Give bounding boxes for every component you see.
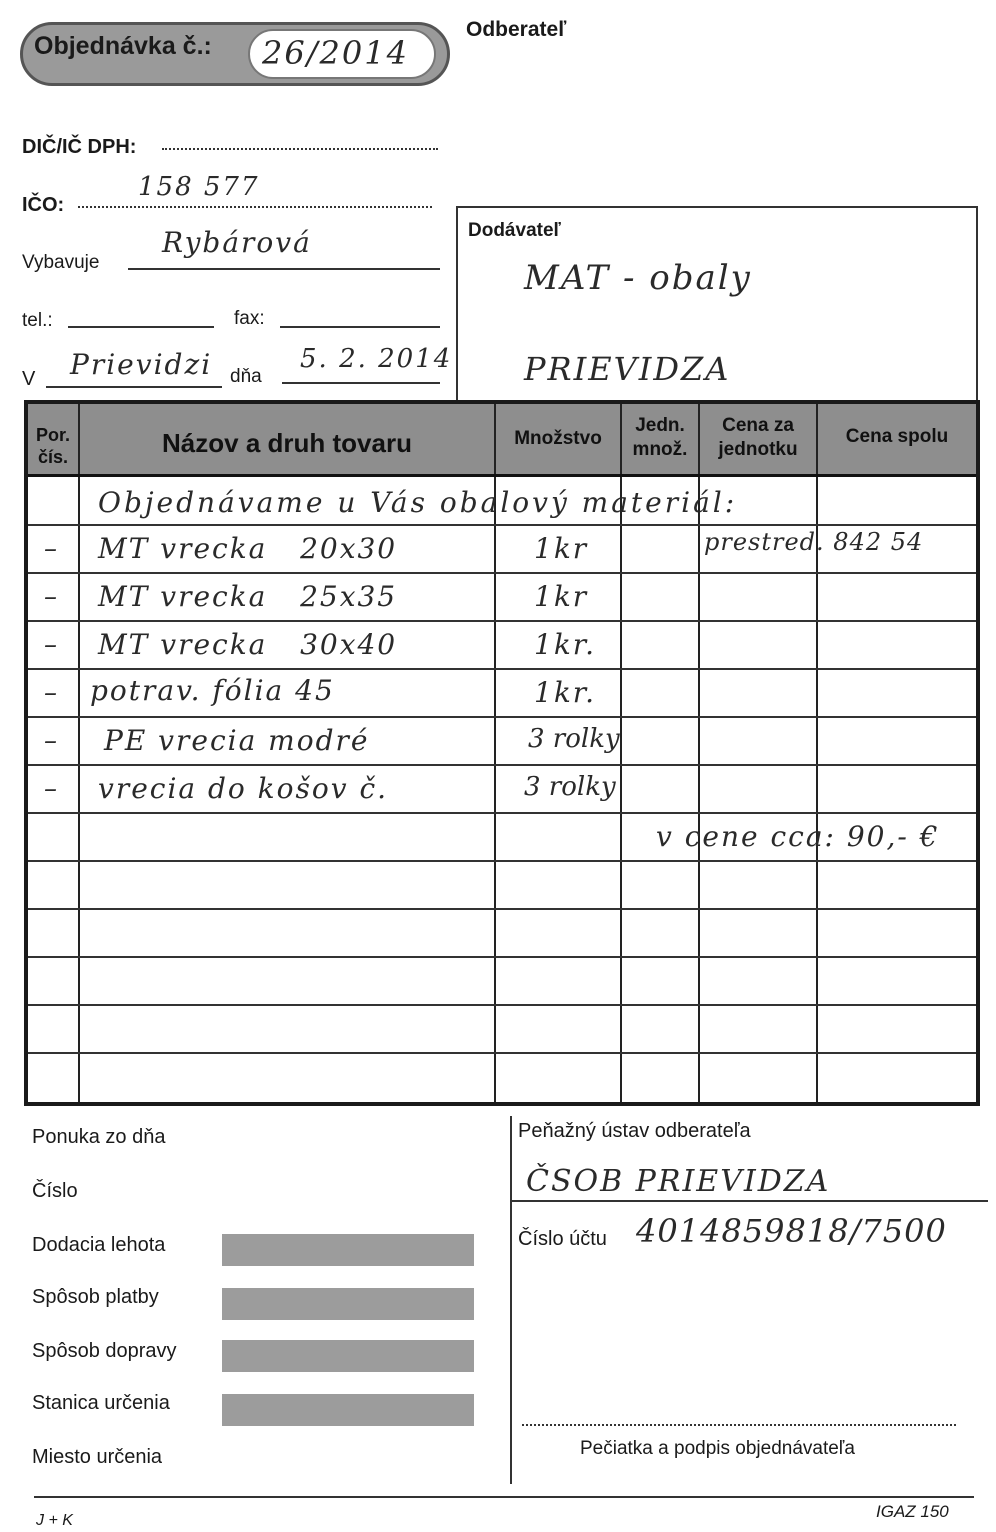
date-field[interactable]	[282, 382, 440, 384]
delivery-term-label: Dodacia lehota	[32, 1234, 166, 1256]
dic-field[interactable]	[162, 148, 438, 150]
destination-station-field[interactable]	[222, 1394, 474, 1426]
order-number-value: 26/2014	[262, 34, 409, 72]
dic-label: DIČ/IČ DPH:	[22, 136, 137, 158]
col-divider	[816, 404, 818, 1102]
supplier-name: MAT - obaly	[524, 258, 752, 298]
row-1-unit-price: prestred. 842 54	[704, 528, 924, 556]
row-divider	[28, 716, 976, 718]
delivery-term-field[interactable]	[222, 1234, 474, 1266]
ico-label: IČO:	[22, 194, 65, 216]
row-1-name: MT vrecka 20x30	[98, 532, 398, 565]
row-divider	[28, 1052, 976, 1054]
transport-method-field[interactable]	[222, 1340, 474, 1372]
row-4-quantity: 1kr.	[534, 676, 596, 709]
row-divider	[28, 572, 976, 574]
row-2-name: MT vrecka 25x35	[98, 580, 398, 613]
row-divider	[28, 956, 976, 958]
place-field[interactable]	[46, 386, 222, 388]
col-header-unit-price	[700, 414, 816, 462]
row-4-number: –	[44, 678, 59, 708]
bank-value: ČSOB PRIEVIDZA	[526, 1164, 831, 1199]
col-header-number-line2: čís.	[37, 447, 69, 467]
col-header-quantity: Množstvo	[514, 428, 602, 449]
col-header-unit-line1: Jedn.	[635, 415, 685, 436]
row-divider	[28, 620, 976, 622]
supplier-heading: Dodávateľ	[468, 220, 561, 241]
bank-line	[512, 1200, 988, 1202]
row-6-number: –	[44, 774, 59, 804]
col-divider	[78, 404, 80, 1102]
row-5-quantity: 3 rolky	[528, 724, 620, 754]
account-number-value: 4014859818/7500	[636, 1212, 947, 1250]
footer-publisher: J + K	[36, 1512, 73, 1529]
row-divider	[28, 668, 976, 670]
col-header-number-line1: Por.	[35, 425, 70, 445]
fax-field[interactable]	[280, 326, 440, 328]
row-divider	[28, 812, 976, 814]
row-divider	[28, 524, 976, 526]
bottom-divider	[510, 1116, 512, 1484]
row-divider	[28, 764, 976, 766]
header-divider	[28, 474, 976, 477]
ico-field[interactable]	[78, 206, 432, 208]
customer-heading: Odberateľ	[466, 18, 567, 41]
row-2-number: –	[44, 582, 59, 612]
row-1-quantity: 1kr	[534, 532, 589, 565]
supplier-city: PRIEVIDZA	[524, 350, 731, 388]
destination-station-label: Stanica určenia	[32, 1392, 170, 1414]
row-5-name: PE vrecia modré	[104, 724, 370, 757]
signature-line[interactable]	[522, 1424, 956, 1426]
place-prefix: V	[22, 368, 36, 390]
col-header-unit-price-line1: Cena za	[722, 415, 794, 436]
row-4-name: potrav. fólia 45	[90, 674, 335, 707]
transport-method-label: Spôsob dopravy	[32, 1340, 177, 1362]
row-6-name: vrecia do košov č.	[98, 772, 389, 805]
row-3-quantity: 1kr.	[534, 628, 596, 661]
handled-by-value: Rybárová	[162, 226, 312, 259]
row-divider	[28, 860, 976, 862]
payment-method-label: Spôsob platby	[32, 1286, 159, 1308]
bank-label: Peňažný ústav odberateľa	[518, 1120, 751, 1142]
price-note: v cene cca: 90,- €	[656, 820, 940, 853]
row-3-name: MT vrecka 30x40	[98, 628, 398, 661]
account-number-label: Číslo účtu	[518, 1228, 607, 1250]
reference-number-label: Číslo	[32, 1180, 78, 1202]
col-header-unit	[622, 414, 698, 462]
tel-label: tel.:	[22, 310, 53, 331]
col-header-unit-line2: množ.	[632, 439, 688, 460]
signature-label: Pečiatka a podpis objednávateľa	[580, 1438, 855, 1459]
row-divider	[28, 1004, 976, 1006]
col-header-total: Cena spolu	[845, 426, 949, 447]
tel-field[interactable]	[68, 326, 214, 328]
row-divider	[28, 908, 976, 910]
handled-by-field[interactable]	[128, 268, 440, 270]
offer-date-label: Ponuka zo dňa	[32, 1126, 166, 1148]
footer-form-code: IGAZ 150	[876, 1502, 949, 1521]
row-3-number: –	[44, 630, 59, 660]
place-value: Prievidzi	[70, 348, 213, 381]
handled-by-label: Vybavuje	[22, 252, 100, 273]
col-header-unit-price-line2: jednotku	[718, 439, 798, 460]
date-label: dňa	[230, 366, 262, 387]
table-row-intro: Objednávame u Vás obalový materiál:	[98, 486, 738, 519]
order-label: Objednávka č.:	[34, 32, 212, 60]
row-5-number: –	[44, 726, 59, 756]
payment-method-field[interactable]	[222, 1288, 474, 1320]
row-2-quantity: 1kr	[534, 580, 589, 613]
row-1-number: –	[44, 534, 59, 564]
row-6-quantity: 3 rolky	[524, 772, 616, 802]
ico-value: 158 577	[138, 172, 260, 202]
fax-label: fax:	[234, 308, 265, 329]
col-header-name: Názov a druh tovaru	[162, 428, 412, 458]
destination-place-label: Miesto určenia	[32, 1446, 163, 1468]
footer-line	[34, 1496, 974, 1498]
col-header-number	[28, 424, 78, 468]
date-value: 5. 2. 2014	[300, 344, 453, 374]
